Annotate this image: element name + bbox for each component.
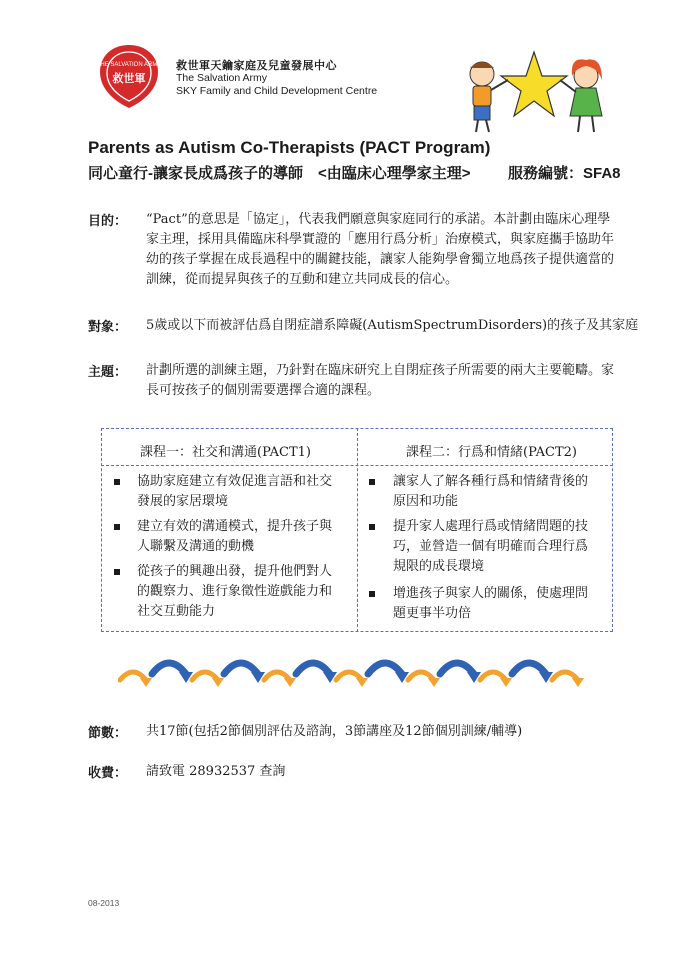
org-name-en-line2: SKY Family and Child Development Centre [176, 85, 378, 97]
program-title-zh: 同心童行-讓家長成爲孩子的導師 [88, 165, 303, 182]
theme-line: 計劃所選的訓練主題，乃針對在臨床研究上自閉症孩子所需要的兩大主要範疇。家 [146, 363, 615, 378]
sessions-text: 共17節(包括2節個別評估及諮詢，3節講座及12節個別訓練/輔導) [146, 724, 523, 739]
fee-label: 收費： [88, 766, 128, 781]
logo-ring-text: THE SALVATION ARMY [96, 62, 162, 68]
orange-arrow-icon [408, 672, 440, 687]
service-code: 服務編號：SFA8 [508, 165, 621, 182]
orange-arrow-icon [552, 672, 584, 687]
blue-arrow-icon [152, 663, 193, 683]
blue-arrow-icon [440, 663, 481, 683]
theme-line: 長可按孩子的個別需要選擇合適的課程。 [146, 383, 381, 398]
course2-heading: 課程二：行爲和情緒(PACT2) [406, 445, 577, 460]
decorative-arrows-row [118, 652, 588, 692]
theme-text [146, 361, 626, 401]
blue-arrow-icon [224, 663, 265, 683]
sessions-label: 節數： [88, 726, 128, 741]
courses-divider-vertical [357, 428, 358, 632]
bullet-icon [114, 569, 120, 575]
orange-arrow-icon [480, 672, 512, 687]
orange-arrow-icon [192, 672, 224, 687]
bullet-icon [114, 479, 120, 485]
blue-arrow-icon [296, 663, 337, 683]
org-name-en-line1: The Salvation Army [176, 72, 268, 84]
logo-center-text: 救世軍 [112, 72, 146, 85]
purpose-line: “Pact”的意思是「協定」，代表我們願意與家庭同行的承諾。本計劃由臨床心理學 [146, 212, 611, 227]
program-title-note: <由臨床心理學家主理> [318, 165, 471, 182]
theme-label: 主題： [88, 365, 128, 380]
purpose-text [146, 210, 626, 290]
blue-arrow-icon [368, 663, 409, 683]
bullet-icon [369, 591, 375, 597]
fee-text: 請致電 28932537 查詢 [146, 764, 286, 779]
course1-item: 協助家庭建立有效促進言語和社交 發展的家居環境 [137, 474, 333, 509]
course1-heading: 課程一：社交和溝通(PACT1) [140, 445, 311, 460]
orange-arrow-icon [264, 672, 296, 687]
course2-item: 增進孩子與家人的關係，使處理問 題更事半功倍 [393, 586, 589, 621]
bullet-icon [369, 524, 375, 530]
purpose-line: 訓練，從而提昇與孩子的互動和建立共同成長的信心。 [146, 272, 459, 287]
bullet-icon [369, 479, 375, 485]
course2-item: 提升家人處理行爲或情緒問題的技 巧，並營造一個有明確而合理行爲 規限的成長環境 [393, 519, 589, 574]
bullet-icon [114, 524, 120, 530]
salvation-army-logo [96, 42, 162, 110]
footer-date: 08-2013 [88, 898, 120, 908]
purpose-line: 家主理，採用具備臨床科學實證的「應用行爲分析」治療模式，與家庭攜手協助年 [146, 232, 615, 247]
org-name-zh: 救世軍天鑰家庭及兒童發展中心 [176, 60, 337, 72]
course2-item: 讓家人了解各種行爲和情緒背後的 原因和功能 [393, 474, 589, 509]
course1-item: 建立有效的溝通模式，提升孩子與 人聯繫及溝通的動機 [137, 519, 333, 554]
kids-holding-star-illustration [462, 46, 612, 136]
blue-arrow-icon [512, 663, 553, 683]
target-text: 5歲或以下而被評估爲自閉症譜系障礙(AutismSpectrumDisorders)的孩子及其家庭 [146, 318, 639, 333]
purpose-label: 目的： [88, 214, 128, 229]
target-label: 對象： [88, 320, 128, 335]
orange-arrow-icon [120, 672, 152, 687]
program-title-en: Parents as Autism Co-Therapists (PACT Program) [88, 138, 491, 157]
course1-item: 從孩子的興趣出發，提升他們對人 的觀察力、進行象徵性遊戲能力和 社交互動能力 [137, 564, 333, 619]
orange-arrow-icon [336, 672, 368, 687]
purpose-line: 幼的孩子掌握在成長過程中的關鍵技能，讓家人能夠學會獨立地爲孩子提供適當的 [146, 252, 615, 267]
courses-divider-horizontal [101, 465, 613, 466]
